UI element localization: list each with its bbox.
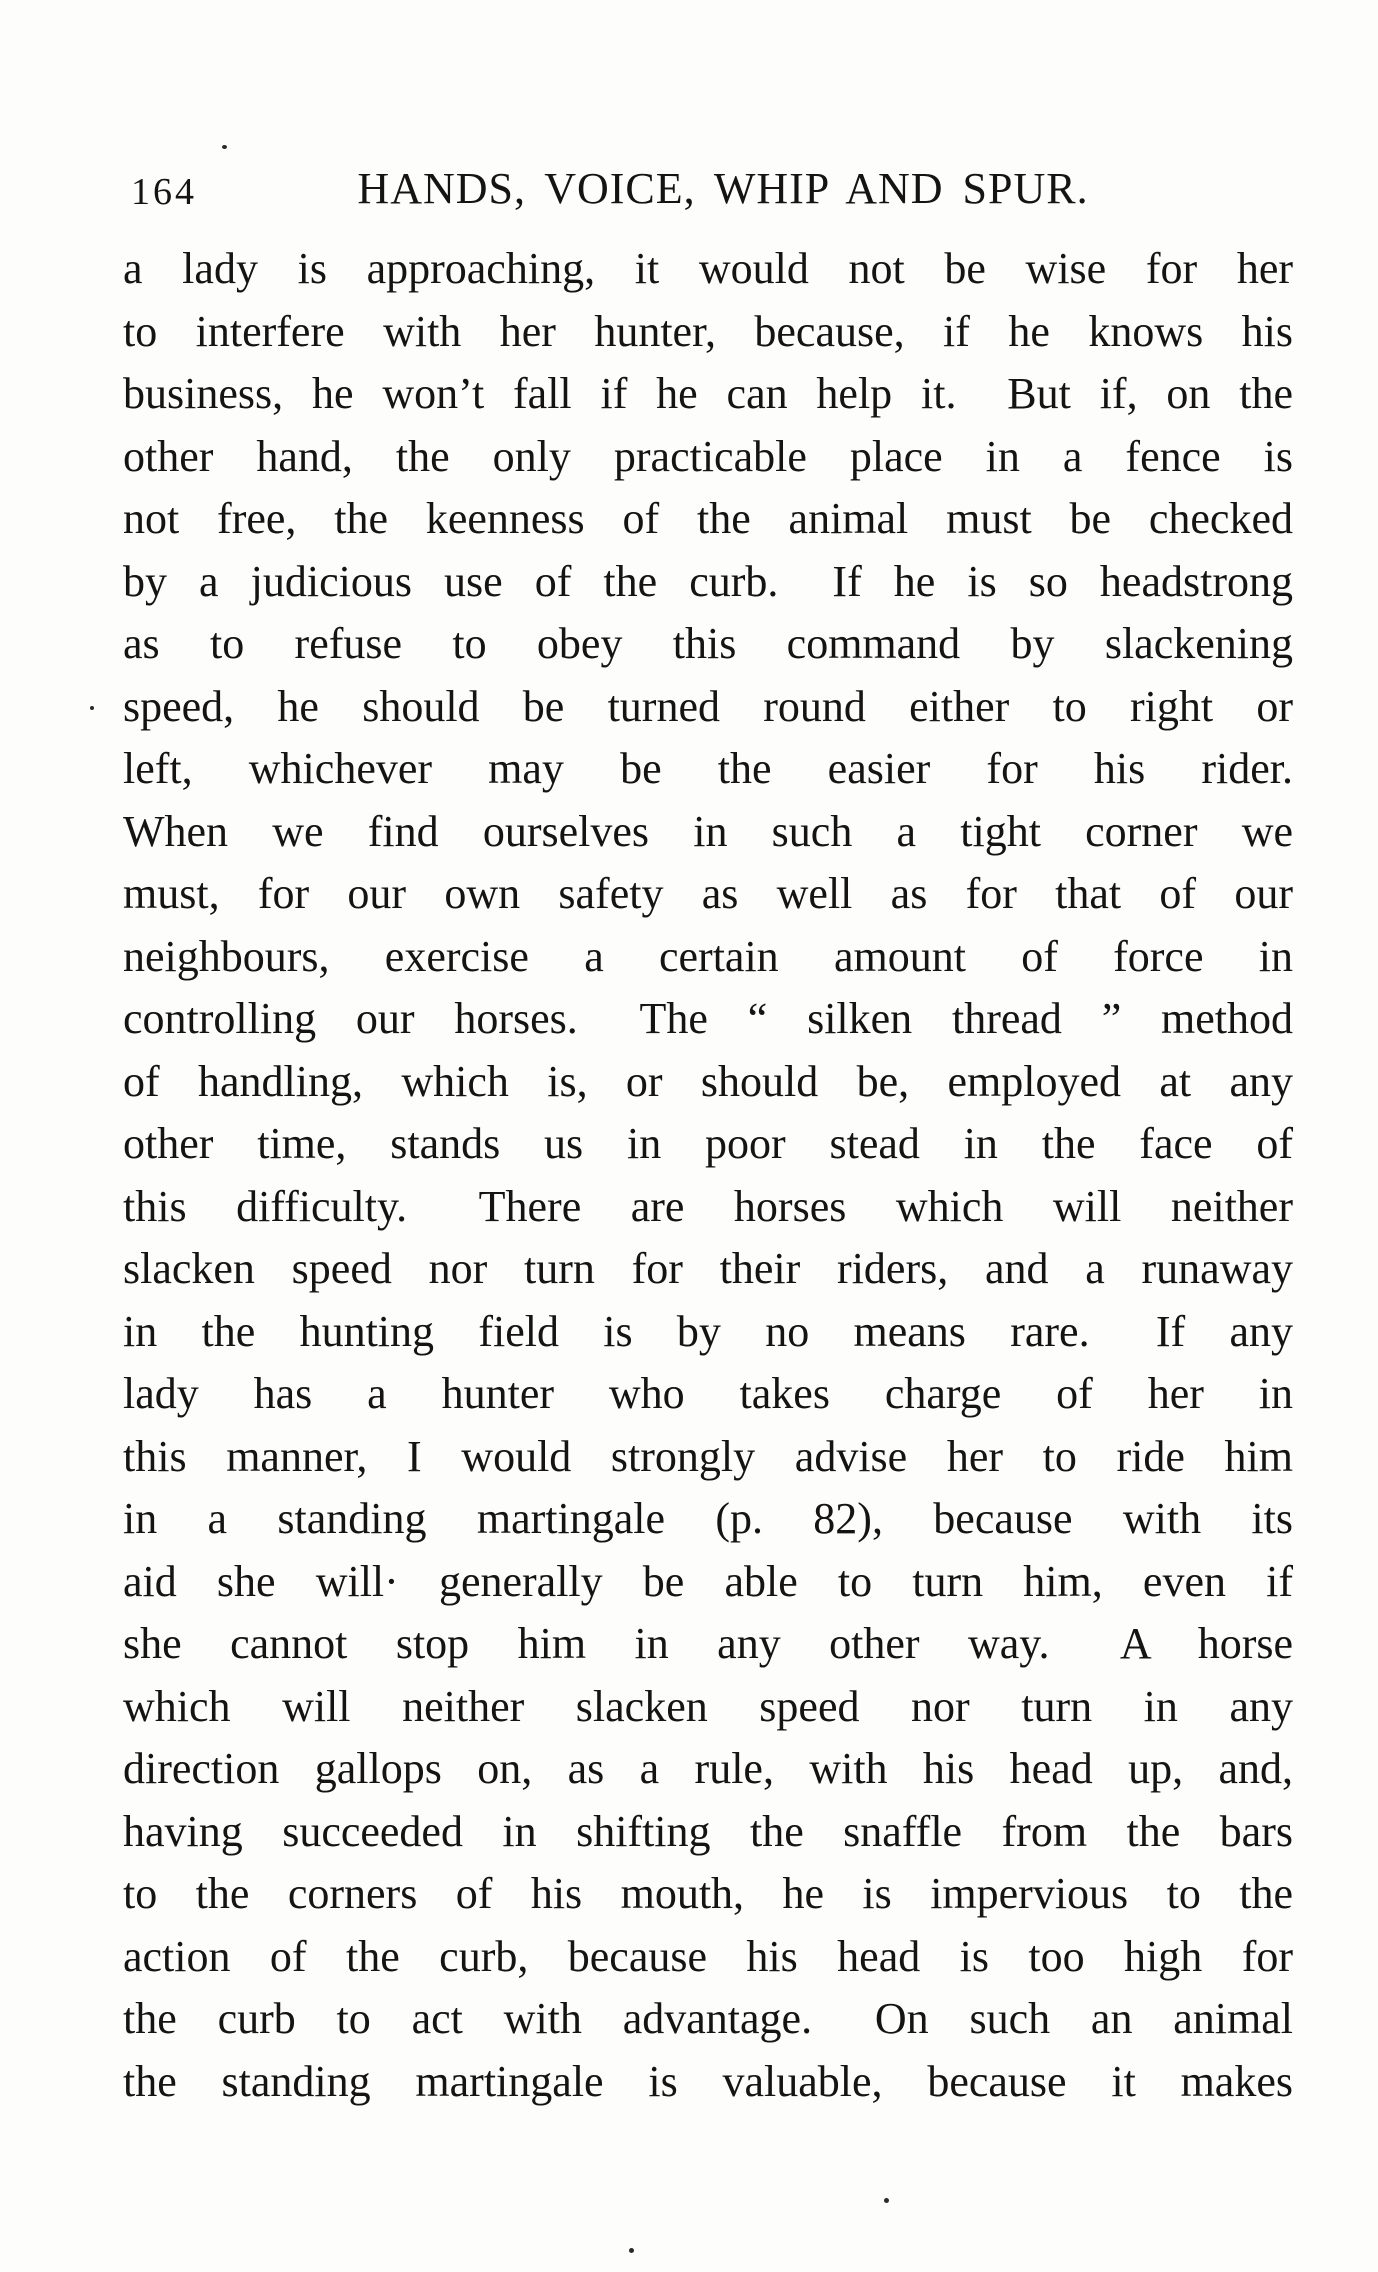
text-line: the standing martingale is valuable, because it makes	[123, 2056, 1293, 2106]
text-line: action of the curb, because his head is too high for	[123, 1931, 1293, 1981]
text-line: she cannot stop him in any other way. A horse	[123, 1619, 1293, 1668]
text-line: must, for our own safety as well as for that of our	[123, 869, 1293, 918]
text-line: slacken speed nor turn for their riders, and a runaway	[123, 1244, 1293, 1293]
text-line: lady has a hunter who takes charge of her in	[123, 1369, 1293, 1418]
text-line: When we find ourselves in such a tight corner we	[123, 806, 1293, 856]
text-line: neighbours, exercise a certain amount of force in	[123, 931, 1293, 981]
ink-speck	[629, 2248, 634, 2253]
text-line: left, whichever may be the easier for his rider.	[123, 744, 1293, 793]
text-line: as to refuse to obey this command by slackening	[123, 619, 1293, 668]
text-line: in a standing martingale (p. 82), because with its	[123, 1494, 1293, 1543]
text-line: of handling, which is, or should be, employed at any	[123, 1056, 1293, 1106]
page-number: 164	[131, 171, 197, 213]
text-line: to interfere with her hunter, because, if he knows his	[123, 306, 1293, 356]
body-text-block	[123, 238, 1293, 2113]
text-line: other hand, the only practicable place in a fence is	[123, 431, 1293, 481]
text-line: which will neither slacken speed nor turn in any	[123, 1681, 1293, 1731]
text-line: this difficulty. There are horses which will neither	[123, 1181, 1293, 1231]
running-header	[123, 163, 1293, 219]
text-line: controlling our horses. The “ silken thread ” method	[123, 994, 1293, 1043]
text-line: aid she will· generally be able to turn him, even if	[123, 1556, 1293, 1606]
ink-speck	[884, 2198, 889, 2203]
text-line: the curb to act with advantage. On such an animal	[123, 1994, 1293, 2043]
text-line: in the hunting field is by no means rare. If any	[123, 1306, 1293, 1356]
text-line: having succeeded in shifting the snaffle from the bars	[123, 1806, 1293, 1856]
text-line: by a judicious use of the curb. If he is so headstrong	[123, 556, 1293, 606]
running-title: HANDS, VOICE, WHIP AND SPUR.	[357, 164, 1089, 213]
text-line: other time, stands us in poor stead in the face of	[123, 1119, 1293, 1168]
text-line: to the corners of his mouth, he is impervious to the	[123, 1869, 1293, 1918]
text-line: direction gallops on, as a rule, with his head up, and,	[123, 1744, 1293, 1793]
text-line: speed, he should be turned round either to right or	[123, 681, 1293, 731]
text-line: not free, the keenness of the animal must be checked	[123, 494, 1293, 543]
ink-speck	[90, 706, 94, 710]
text-line: a lady is approaching, it would not be wise for her	[123, 244, 1293, 293]
ink-speck	[222, 145, 227, 149]
text-line: business, he won’t fall if he can help it. But if, on the	[123, 369, 1293, 418]
text-line: this manner, I would strongly advise her to ride him	[123, 1431, 1293, 1481]
